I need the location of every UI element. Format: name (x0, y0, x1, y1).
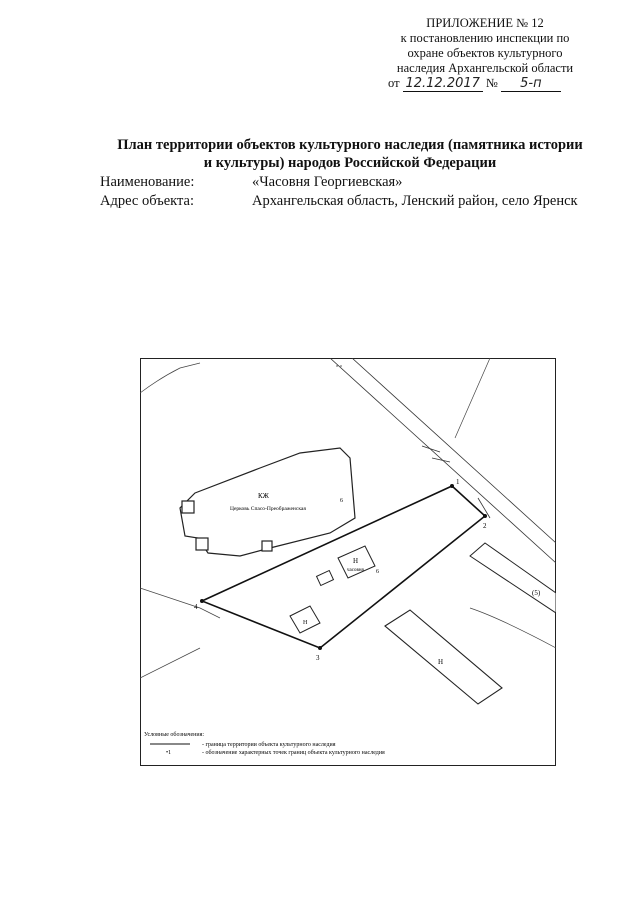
point-4-marker (200, 599, 204, 603)
number-prefix: № (485, 76, 498, 90)
date-value: 12.12.2017 (403, 76, 483, 92)
number-value: 5-п (501, 76, 561, 92)
field-address-label: Адрес объекта: (100, 193, 194, 209)
appendix-line-3: наследия Архангельской области (396, 61, 574, 75)
field-address-value: Архангельская область, Ленский район, село Яренск (252, 193, 578, 209)
field-name-row (100, 174, 402, 191)
church-label-1: КЖ (258, 492, 269, 500)
field-address-row (100, 193, 578, 210)
appendix-line-2: охране объектов культурного (407, 46, 563, 60)
side-label: (5) (532, 589, 541, 597)
appendix-line-1: к постановлению инспекции по (400, 31, 570, 45)
chapel-floor: 6 (376, 569, 379, 575)
point-3-marker (318, 646, 322, 650)
shed-label: Н (303, 620, 308, 626)
title-line-2: и культуры) народов Российской Федерации (203, 155, 497, 171)
legend-point-symbol: •1 (166, 750, 172, 756)
title-line-1: План территории объектов культурного наследия (памятника истории (117, 137, 583, 153)
appendix-title: ПРИЛОЖЕНИЕ № 12 (426, 16, 544, 30)
chapel-building (317, 546, 375, 585)
point-1-marker (450, 484, 454, 488)
legend-line-text: - граница территории объекта культурного наследия (202, 742, 336, 748)
document-title (100, 136, 600, 172)
legend-title: Условные обозначения: (144, 732, 205, 738)
field-name-label: Наименование: (100, 174, 195, 190)
point-1-label: 1 (456, 478, 460, 486)
legend-point-text: - обозначение характерных точек границ объекта культурного наследия (202, 750, 385, 756)
long-building-label: Н (438, 658, 444, 666)
right-building (470, 543, 556, 613)
appendix-date-line (370, 76, 600, 92)
field-name-value: «Часовня Георгиевская» (252, 174, 403, 190)
chapel-label-1: Н (353, 557, 359, 565)
point-4-label: 4 (194, 603, 198, 611)
long-building (385, 610, 502, 704)
point-3-label: 3 (316, 654, 320, 662)
point-2-label: 2 (483, 522, 487, 530)
chapel-label-2: часовня (347, 568, 364, 573)
road (330, 358, 556, 563)
date-prefix: от (388, 76, 400, 90)
point-2-marker (483, 514, 487, 518)
appendix-block (370, 16, 600, 92)
site-plan (140, 358, 556, 766)
church-label-2: Церковь Спасо-Преображенская (230, 506, 306, 512)
church-floor: 6 (340, 498, 343, 504)
church-building (180, 448, 355, 556)
